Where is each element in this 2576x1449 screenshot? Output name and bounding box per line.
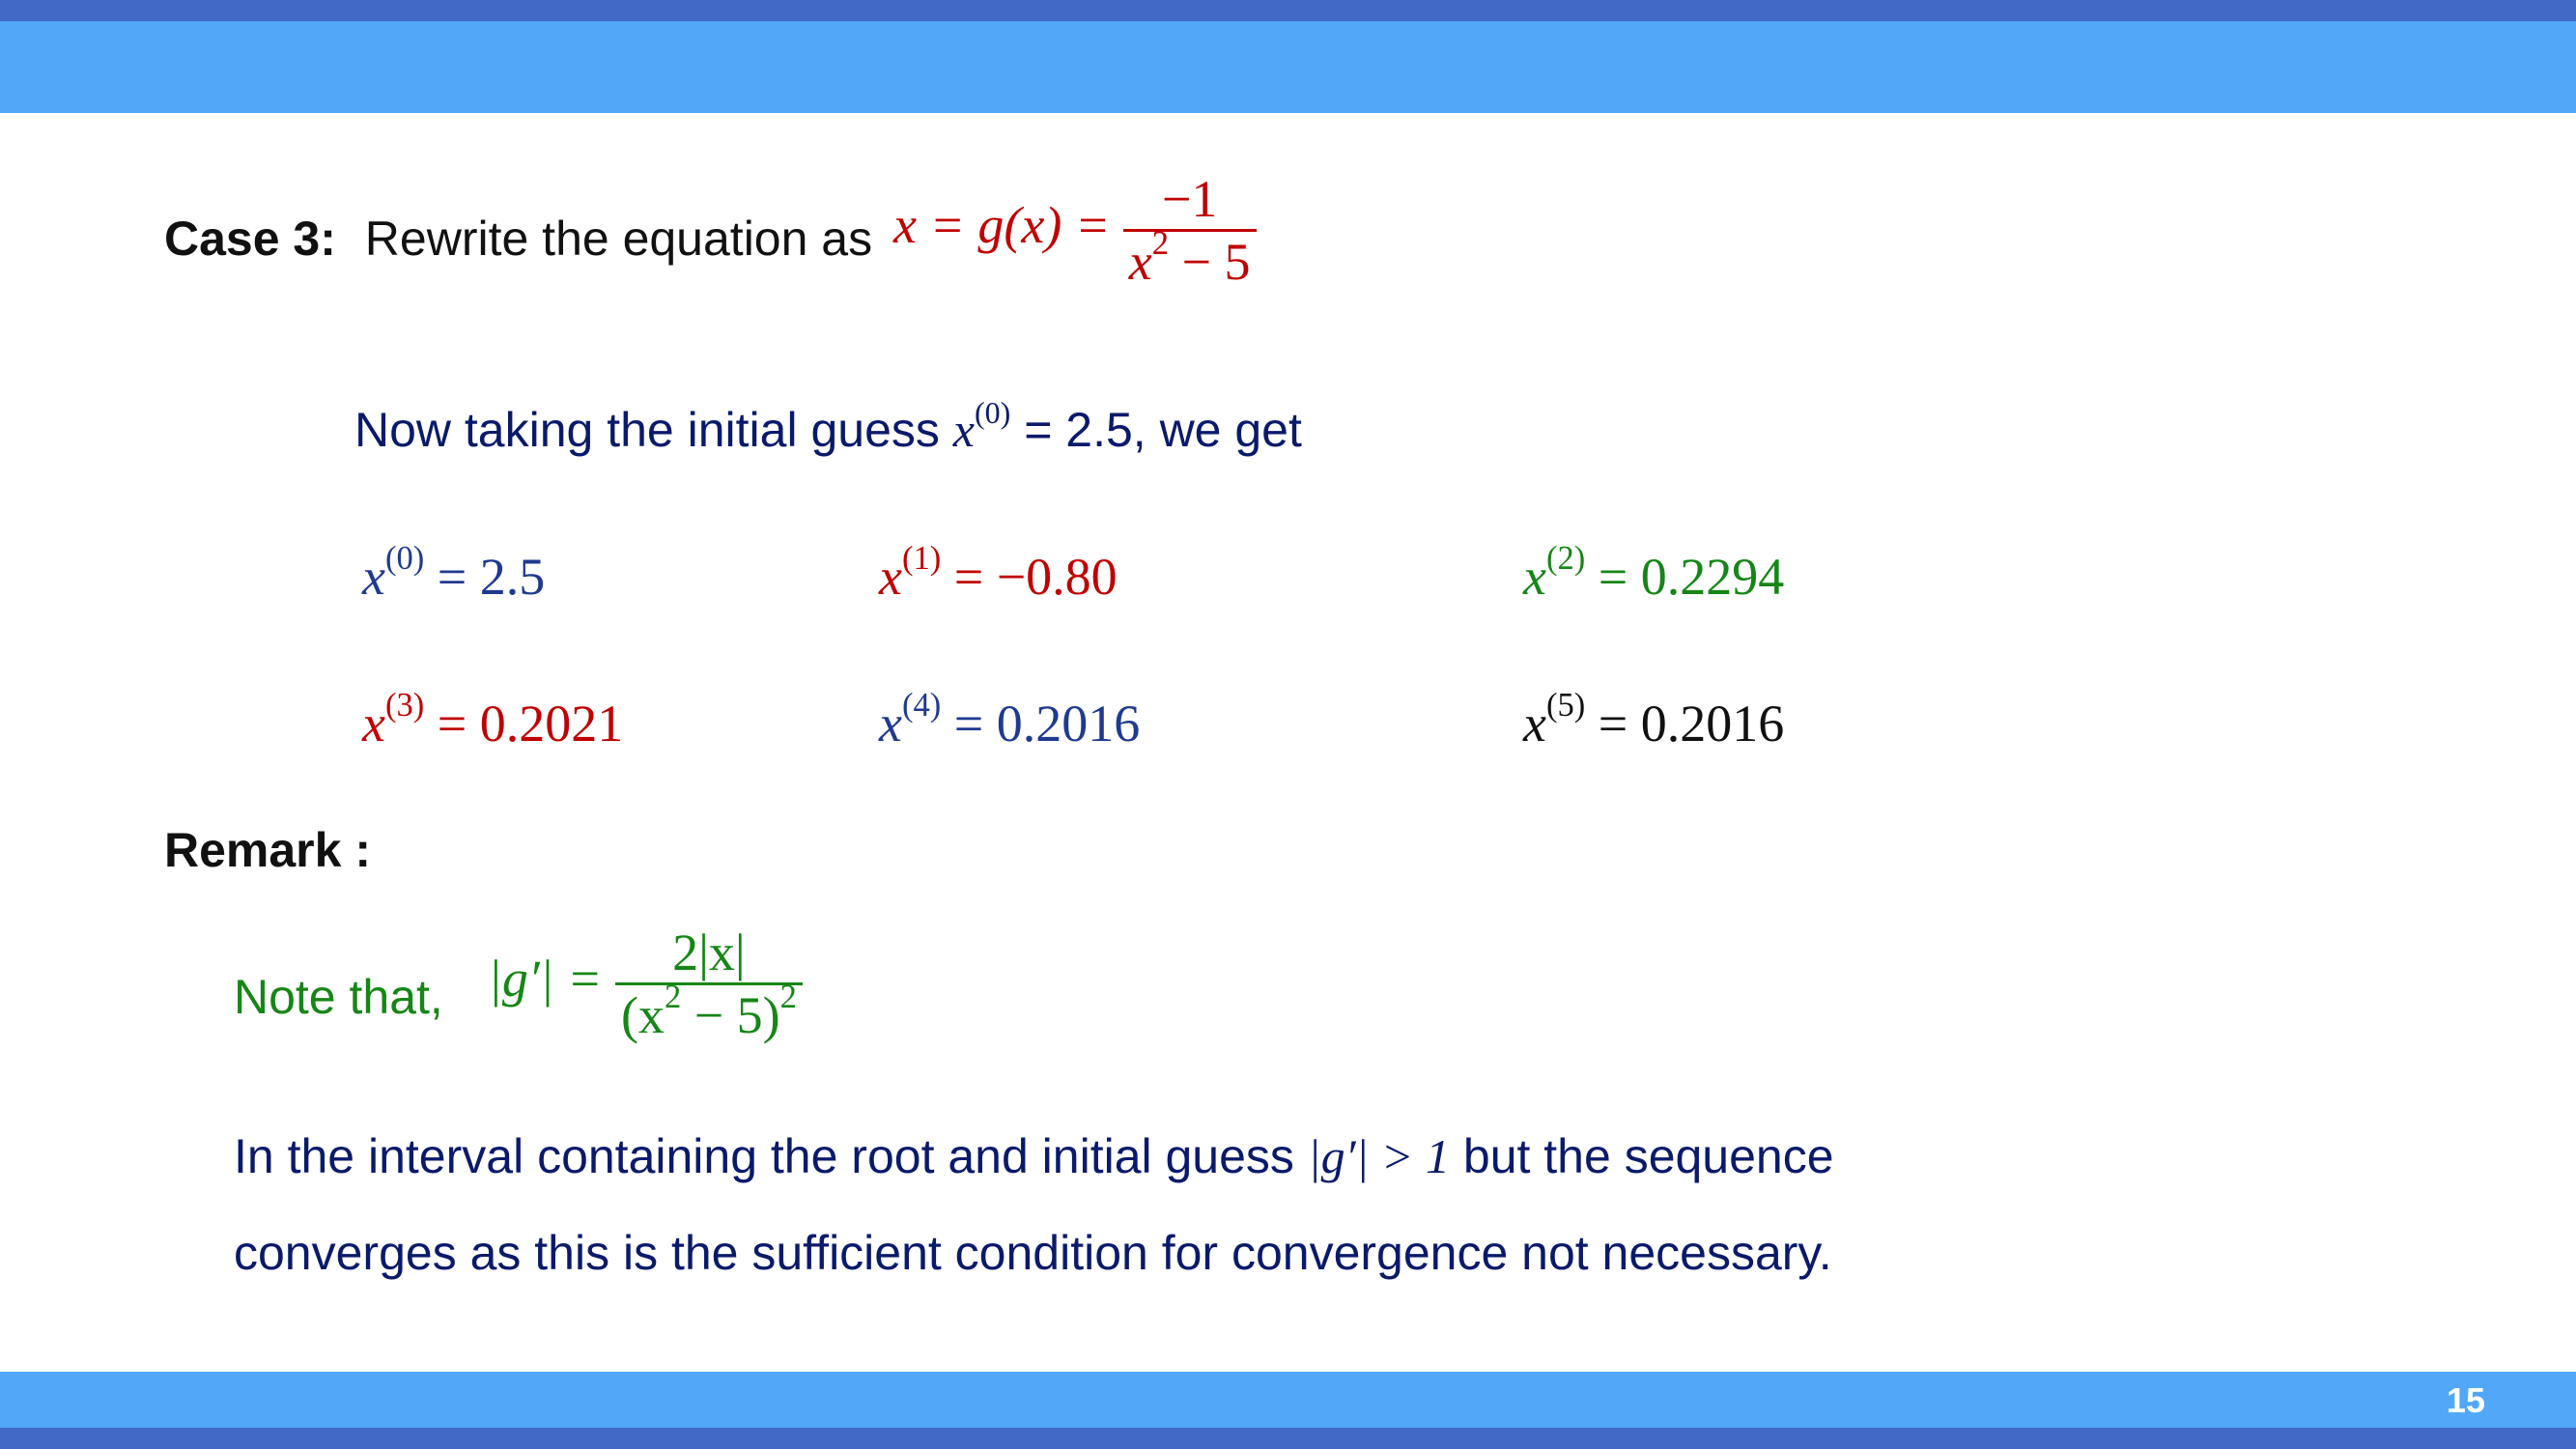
iterate-4: [879, 687, 1141, 753]
note-den-exp1: 2: [664, 979, 682, 1016]
iterate-sup: (2): [1545, 540, 1586, 578]
intro-text-before: Now taking the initial guess: [354, 403, 953, 457]
note-den-mid: − 5): [681, 986, 780, 1045]
case-equation: [893, 169, 1257, 292]
iterate-var: x: [362, 695, 385, 753]
bottom-banner: [0, 1372, 2576, 1449]
case-text: Rewrite the equation as: [364, 212, 873, 266]
note-label: Note that,: [234, 970, 443, 1024]
iterate-1: [879, 540, 1118, 606]
remark-line-1-after: but the sequence: [1450, 1129, 1834, 1183]
iterate-var: x: [1523, 695, 1546, 753]
iterate-0: [362, 540, 546, 606]
case-eq-numerator: −1: [1123, 169, 1257, 232]
iterate-5: [1523, 687, 1785, 753]
case-eq-lhs: x = g(x) =: [893, 195, 1111, 254]
case-eq-den-rest: − 5: [1169, 233, 1251, 292]
case-eq-den-var: x: [1128, 233, 1152, 292]
iterate-sup: (5): [1545, 687, 1586, 724]
note-fraction: [615, 923, 803, 1045]
iterate-3: [362, 687, 624, 753]
remark-line-1-before: In the interval containing the root and initial guess: [234, 1129, 1308, 1183]
iterate-value: = 0.2016: [941, 695, 1141, 753]
iterate-sup: (1): [901, 540, 942, 578]
case-eq-den-exp: 2: [1151, 225, 1170, 263]
iterate-sup: (0): [384, 540, 425, 578]
iterate-sup: (4): [901, 687, 942, 724]
iterate-value: = 0.2021: [424, 695, 624, 753]
note-den-open: (x: [620, 986, 665, 1045]
iterate-value: = −0.80: [941, 548, 1118, 606]
iterate-value: = 0.2016: [1585, 695, 1785, 753]
remark-line-1-math: |g′| > 1: [1307, 1129, 1450, 1183]
note-lhs: |g′| =: [488, 949, 603, 1008]
iterate-var: x: [362, 548, 385, 606]
note-equation: [488, 923, 803, 1045]
iterate-sup: (3): [384, 687, 425, 724]
remark-line-1: [234, 1129, 1834, 1183]
iterate-2: [1523, 540, 1785, 606]
note-denominator: [615, 979, 803, 1045]
top-banner: [0, 0, 2576, 113]
iterate-var: x: [879, 695, 902, 753]
intro-var: x: [952, 403, 975, 457]
case-label: Case 3:: [164, 212, 336, 266]
intro-text-after: = 2.5, we get: [1010, 403, 1302, 457]
page-number: 15: [2446, 1380, 2485, 1420]
intro-line: [354, 395, 1302, 457]
iterate-var: x: [879, 548, 902, 606]
case-eq-fraction: [1123, 169, 1257, 292]
case-heading: [164, 212, 873, 266]
remark-line-2: converges as this is the sufficient condition for convergence not necessary.: [234, 1226, 1832, 1280]
iterate-value: = 0.2294: [1585, 548, 1785, 606]
remark-title: Remark :: [164, 823, 371, 877]
intro-sup: (0): [974, 395, 1011, 430]
iterate-value: = 2.5: [424, 548, 546, 606]
iterate-var: x: [1523, 548, 1546, 606]
note-den-exp2: 2: [779, 979, 797, 1016]
case-eq-denominator: [1123, 225, 1257, 292]
note-numerator: 2|x|: [615, 923, 803, 985]
